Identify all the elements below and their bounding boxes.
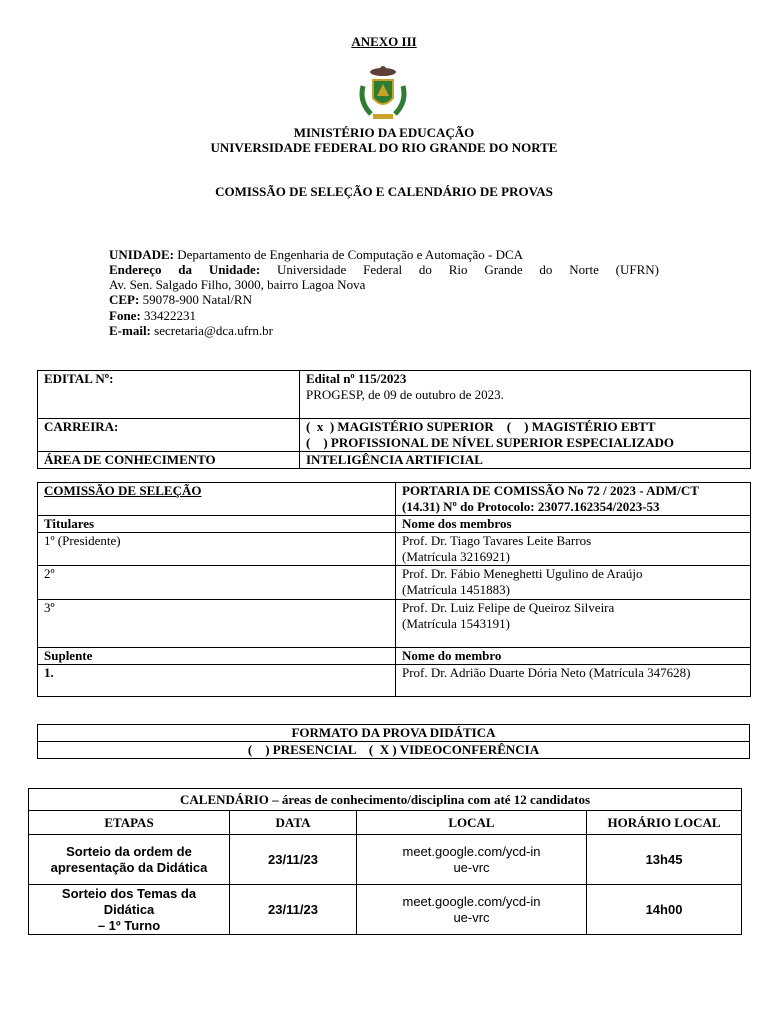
ufrn-seal-icon [355,64,411,122]
fone-line: Fone: 33422231 [109,308,197,323]
commission-header-label: COMISSÃO DE SELEÇÃO [38,483,396,516]
edital-value: Edital nº 115/2023 [306,371,407,386]
data-cell: 23/11/23 [230,835,357,885]
area-label: ÁREA DE CONHECIMENTO [38,452,300,469]
data-cell: 23/11/23 [230,885,357,935]
table-row [29,885,742,935]
header-horario: HORÁRIO LOCAL [587,811,742,835]
local-line-2: ue-vrc [453,909,490,925]
suplente-position: 1. [38,665,396,697]
table-row [38,600,751,648]
formato-table [37,724,750,759]
suplente-name: Prof. Dr. Adrião Duarte Dória Neto (Matrícula 347628) [396,665,751,697]
formato-options: ( ) PRESENCIAL ( X ) VIDEOCONFERÊNCIA [38,742,750,759]
formato-title: FORMATO DA PROVA DIDÁTICA [38,725,750,742]
carreira-value-cell [300,419,751,452]
etapa-line-1: Sorteio dos Temas da Didática [61,885,197,917]
calendar-title: CALENDÁRIO – áreas de conhecimento/disciplina com até 12 candidatos [29,789,742,811]
table-row [29,835,742,885]
member-matricula: (Matrícula 1543191) [402,616,510,631]
edital-sub: PROGESP, de 09 de outubro de 2023. [306,387,504,402]
carreira-line-1: ( x ) MAGISTÉRIO SUPERIOR ( ) MAGISTÉRIO EBTT [306,419,656,434]
annex-title: ANEXO III [351,34,417,49]
header-local: LOCAL [357,811,587,835]
member-matricula: (Matrícula 1451883) [402,582,510,597]
unidade-line: UNIDADE: Departamento de Engenharia de Computação e Automação - DCA [109,247,524,262]
suplente-label: Suplente [38,648,396,665]
ministry-name: MINISTÉRIO DA EDUCAÇÃO [293,125,475,140]
member-cell [396,566,751,600]
horario-cell: 14h00 [587,885,742,935]
member-cell [396,533,751,566]
member-name: Prof. Dr. Tiago Tavares Leite Barros [402,533,592,548]
header-etapas: ETAPAS [29,811,230,835]
table-row [38,665,751,697]
table-row [38,533,751,566]
carreira-label: CARREIRA: [38,419,300,452]
portaria-line-1: PORTARIA DE COMISSÃO No 72 / 2023 - ADM/CT [402,483,699,498]
horario-cell: 13h45 [587,835,742,885]
local-cell [357,835,587,885]
cep-line: CEP: 59078-900 Natal/RN [109,292,252,307]
university-name: UNIVERSIDADE FEDERAL DO RIO GRANDE DO NORTE [210,140,558,155]
etapa-line-1: Sorteio da ordem de [66,843,192,859]
email-line: E-mail: secretaria@dca.ufrn.br [109,323,273,338]
local-line-2: ue-vrc [453,859,490,875]
etapa-line-2: apresentação da Didática [50,859,208,875]
edital-table [37,370,751,469]
member-matricula: (Matrícula 3216921) [402,549,510,564]
edital-value-cell [300,371,751,419]
titulares-label: Titulares [38,516,396,533]
carreira-line-2: ( ) PROFISSIONAL DE NÍVEL SUPERIOR ESPECIALIZADO [306,435,675,450]
etapa-line-2: – 1º Turno [97,917,161,933]
member-name: Prof. Dr. Luiz Felipe de Queiroz Silveira [402,600,615,615]
local-cell [357,885,587,935]
table-row [38,566,751,600]
local-line-1: meet.google.com/ycd-in [402,893,541,909]
area-value: INTELIGÊNCIA ARTIFICIAL [300,452,751,469]
endereco-line-2: Av. Sen. Salgado Filho, 3000, bairro Lagoa Nova [109,277,366,292]
etapa-cell [29,885,230,935]
member-cell [396,600,751,648]
commission-table [37,482,751,697]
member-position: 1º (Presidente) [38,533,396,566]
edital-label: EDITAL Nº: [38,371,300,419]
member-name: Prof. Dr. Fábio Meneghetti Ugulino de Araújo [402,566,643,581]
etapa-cell [29,835,230,885]
calendar-table [28,788,742,935]
nome-membros-label: Nome dos membros [396,516,751,533]
local-line-1: meet.google.com/ycd-in [402,843,541,859]
member-position: 3º [38,600,396,648]
header-data: DATA [230,811,357,835]
portaria-line-2: (14.31) Nº do Protocolo: 23077.162354/2023-53 [402,499,660,514]
endereco-line: Endereço da Unidade: Universidade Federal do Rio Grande do Norte (UFRN) [109,262,660,277]
portaria-cell [396,483,751,516]
member-position: 2º [38,566,396,600]
commission-title: COMISSÃO DE SELEÇÃO E CALENDÁRIO DE PROVAS [215,184,553,199]
nome-membro-label: Nome do membro [396,648,751,665]
